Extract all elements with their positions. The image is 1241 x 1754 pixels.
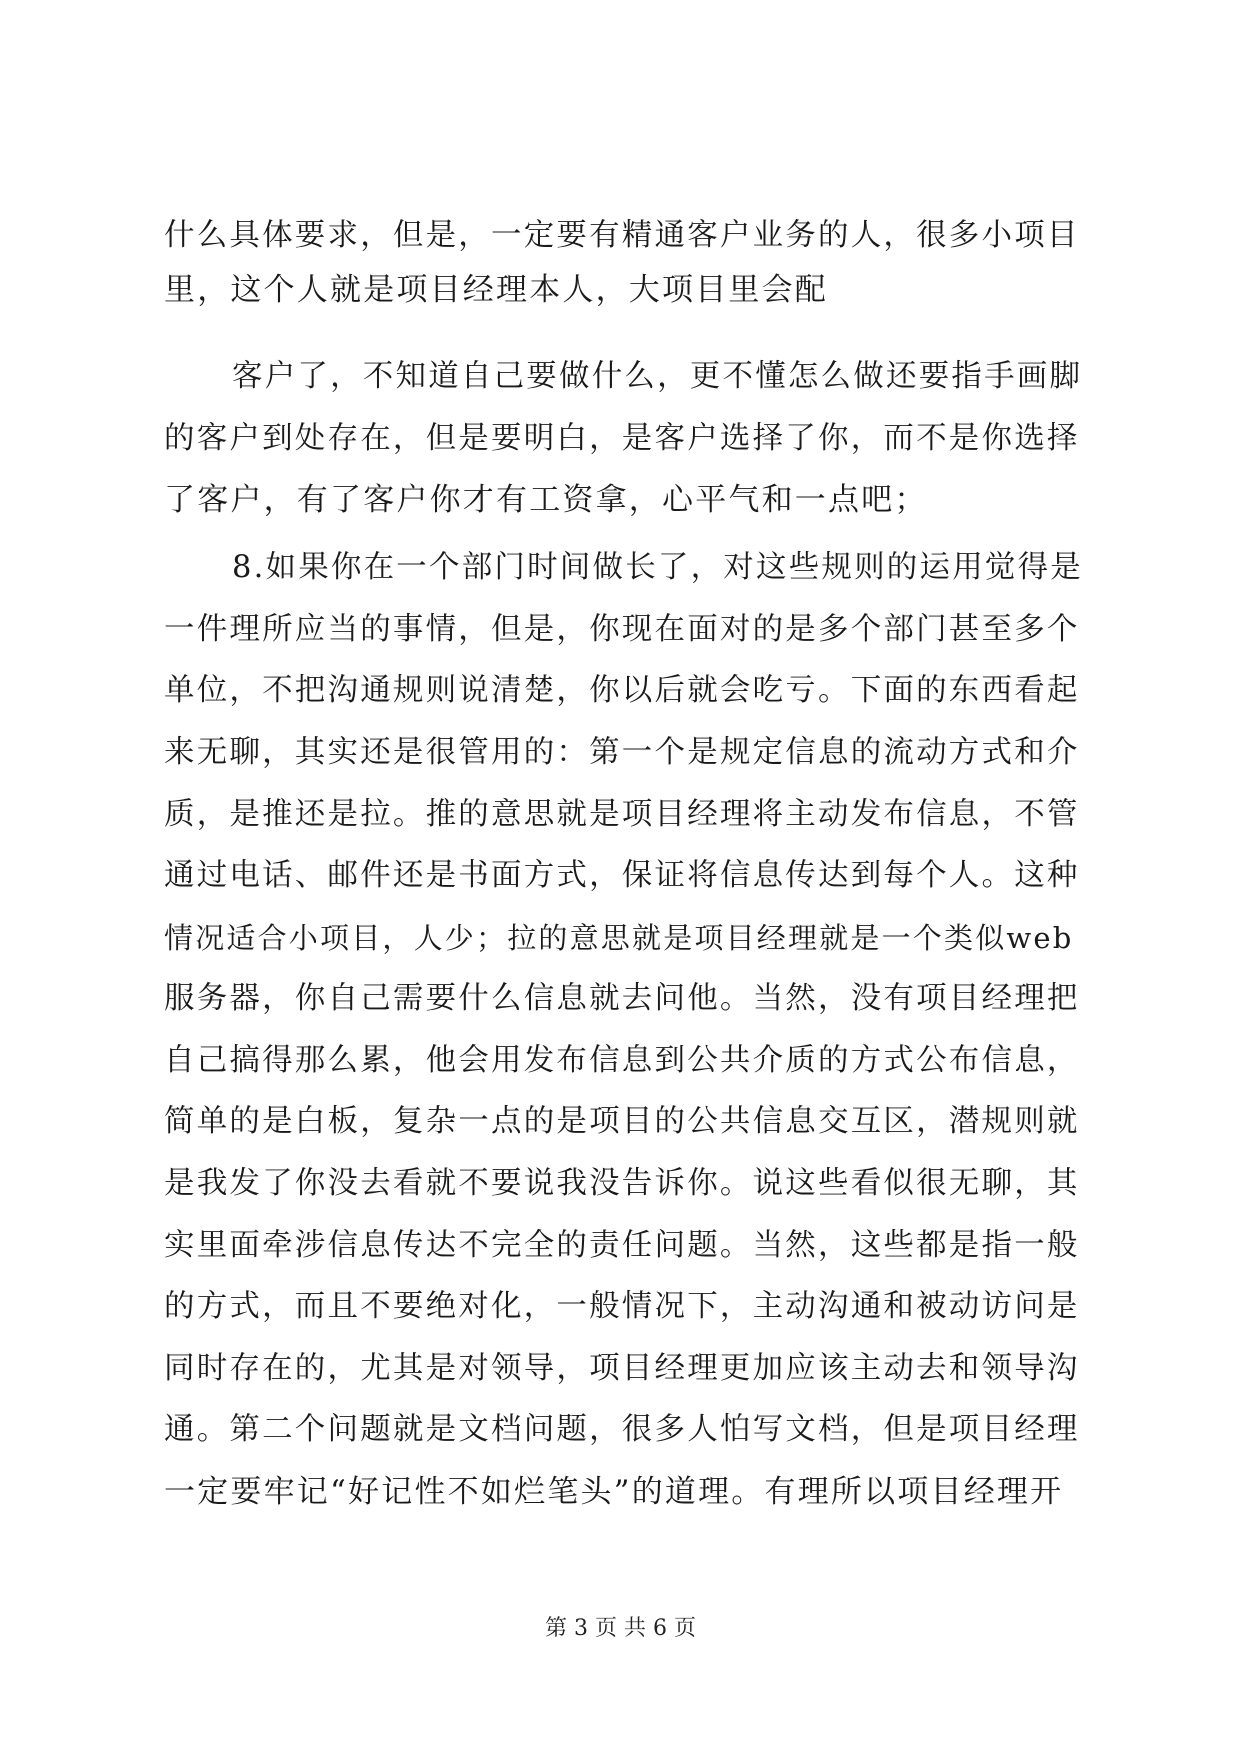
text-line: 一定要牢记“好记性不如烂笔头”的道理。有理所以项目经理开 — [164, 1474, 1064, 1510]
text-line: 质，是推还是拉。推的意思就是项目经理将主动发布信息，不管 — [164, 797, 1080, 832]
text-line: 里，这个人就是项目经理本人，大项目里会配 — [164, 272, 828, 308]
text-line: 客户了，不知道自己要做什么，更不懂怎么做还要指手画脚 — [232, 359, 1083, 394]
text-line: 情况适合小项目，人少；拉的意思就是项目经理就是一个类似web — [164, 921, 1074, 955]
text-line: 同时存在的，尤其是对领导，项目经理更加应该主动去和领导沟 — [164, 1351, 1080, 1386]
text-line: 是我发了你没去看就不要说我没告诉你。说这些看似很无聊，其 — [164, 1166, 1080, 1201]
text-line: 8.如果你在一个部门时间做长了，对这些规则的运用觉得是 — [232, 550, 1083, 585]
text-line: 的客户到处存在，但是要明白，是客户选择了你，而不是你选择 — [164, 421, 1080, 456]
text-line: 服务器，你自己需要什么信息就去问他。当然，没有项目经理把 — [164, 981, 1080, 1016]
text-line: 单位，不把沟通规则说清楚，你以后就会吃亏。下面的东西看起 — [164, 673, 1080, 708]
text-line: 了客户，有了客户你才有工资拿，心平气和一点吧； — [164, 482, 928, 518]
text-line: 一件理所应当的事情，但是，你现在面对的是多个部门甚至多个 — [164, 612, 1080, 647]
page-number-footer: 第 3 页 共 6 页 — [545, 1616, 696, 1641]
text-line: 什么具体要求，但是，一定要有精通客户业务的人，很多小项目 — [164, 218, 1080, 253]
text-line: 简单的是白板，复杂一点的是项目的公共信息交互区，潜规则就 — [164, 1104, 1080, 1139]
text-line: 通过电话、邮件还是书面方式，保证将信息传达到每个人。这种 — [164, 858, 1080, 893]
text-line: 的方式，而且不要绝对化，一般情况下，主动沟通和被动访问是 — [164, 1289, 1080, 1324]
text-line: 实里面牵涉信息传达不完全的责任问题。当然，这些都是指一般 — [164, 1228, 1080, 1263]
text-line: 自己搞得那么累，他会用发布信息到公共介质的方式公布信息， — [164, 1043, 1080, 1078]
text-line: 通。第二个问题就是文档问题，很多人怕写文档，但是项目经理 — [164, 1412, 1080, 1447]
text-line: 来无聊，其实还是很管用的：第一个是规定信息的流动方式和介 — [164, 735, 1080, 770]
